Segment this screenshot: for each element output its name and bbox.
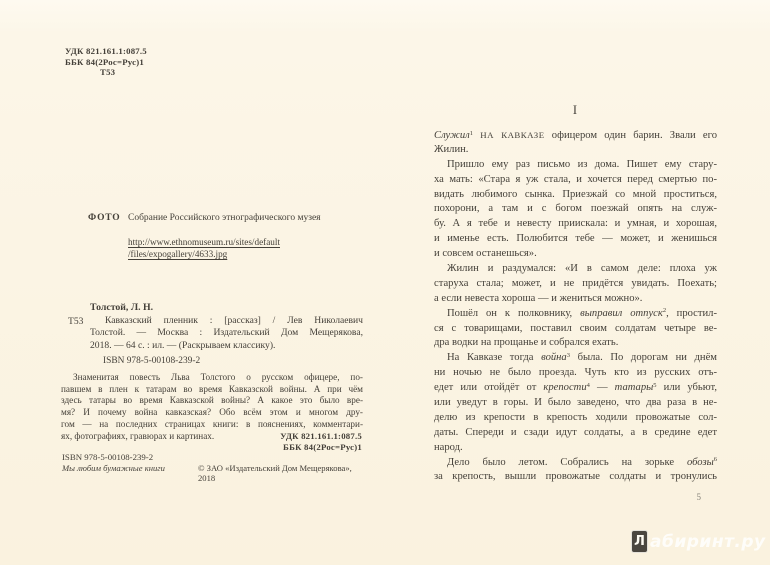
story-line: народ. [434, 441, 463, 453]
bibliography-description [90, 315, 363, 352]
story-line: Пришло ему раз письмо из дома. Пишет ему стару- [447, 158, 717, 170]
story-line: и именье есть. Полюбится тебе — может, и женишься [434, 233, 717, 245]
annotation-line: мя? И почему война кавказская? Обо всём этом и многом дру- [61, 407, 363, 418]
story-line: Пошёл он к полковнику, выправил отпуск$^2$, простил- [447, 307, 717, 319]
story-text [434, 128, 717, 485]
bibliography-index: Т53 [68, 316, 84, 327]
story-line: Жилин. [434, 143, 469, 155]
left-page [60, 0, 363, 565]
story-line: видать любимого сынка. Приезжай со мной проститься, [434, 188, 717, 200]
story-line: дра водки на прощанье и собрался ехать. [434, 337, 619, 349]
story-line: бу. А я тебе и невесту приискала: и умная, и хорошая, [434, 218, 717, 230]
story-line: или уведут в горы. И было заведено, что два раза в не- [434, 397, 717, 409]
story-line: за крепость, вышли провожатые солдаты и тронулись [434, 471, 717, 483]
story-line: и совсем останешься». [434, 248, 537, 260]
story-line: делю из крепости в крепость ходили провожатые сол- [434, 411, 717, 423]
photo-credit-text: Собрание Российского этнографического музея [128, 213, 321, 223]
story-line: старуха стала; может, и не придётся увидать. Поехать; [434, 277, 717, 289]
labirint-logo-icon: Л [631, 530, 648, 553]
copyright-notice: © ЗАО «Издательский Дом Мещерякова», 2018 [198, 463, 352, 483]
bibliography-line: 2018. — 64 с. : ил. — (Раскрываем классику). [90, 339, 276, 351]
labirint-watermark-text: абиринт.ру [650, 531, 766, 552]
udk-bbk-codes-top [65, 46, 147, 78]
annotation-line: ях, фотографиях, гравюрах и картинах. [61, 430, 215, 441]
link-line: http://www.ethnomuseum.ru/sites/default [128, 237, 280, 247]
story-line: ся с товарищами, поставил своим солдатам четыре ве- [434, 322, 717, 334]
story-line: ни ночью не было проезда. Чуть кто из русских отъ- [434, 367, 717, 379]
photo-source-link[interactable] [128, 236, 280, 260]
story-line: ха мать: «Стара я уж стала, и хочется перед смертью по- [434, 173, 717, 185]
page-number: 5 [696, 492, 701, 502]
code-line: Т53 [100, 67, 116, 77]
labirint-watermark [631, 530, 766, 553]
code-line: ББК 84(2Рос=Рус)1 [65, 56, 144, 67]
link-line: /files/expogallery/4633.jpg [128, 249, 228, 259]
right-page [434, 0, 717, 565]
bibliography-author: Толстой, Л. Н. [90, 302, 154, 313]
annotation-line: гом — на последних страницах книги: в пояснениях, комментари- [61, 418, 363, 429]
story-line: На Кавказе тогда война$^3$ была. По дорогам ни днём [447, 351, 718, 364]
publisher-motto: Мы любим бумажные книги [62, 463, 165, 473]
story-line: даты. Спереди и сзади идут солдаты, а в средине едет [434, 426, 717, 438]
bibliography-line: Кавказский пленник : [рассказ] / Лев Николаевич [105, 315, 363, 326]
story-line: а если невеста хороша — и жениться можно». [434, 292, 643, 304]
story-line: Дело было летом. Собрались на зорьке обозы$^6$ [447, 456, 717, 468]
story-line: Служил$^1$ НА КАВКАЗЕ офицером один барин. Звали его [434, 129, 718, 141]
bibliography-line: Толстой. — Москва : Издательский Дом Мещерякова, [90, 327, 363, 339]
bibliography-isbn: ISBN 978-5-00108-239-2 [103, 356, 201, 366]
photo-credit-label: ФОТО [88, 213, 121, 223]
code-line: УДК 821.161.1:087.5 [280, 431, 362, 441]
annotation-line: павшем в плен к татарам во время Кавказской войны. А при чём [61, 383, 363, 394]
story-line: Жилин и раздумался: «И в самом деле: плоха уж [447, 263, 717, 275]
code-line: ББК 84(2Рос=Рус)1 [283, 441, 362, 452]
story-line: едет или отойдёт от крепости$^4$ — татары$^5$ или убьют, [434, 381, 718, 394]
annotation-line: Знаменитая повесть Льва Толстого о русском офицере, по- [73, 372, 363, 382]
story-line: похорони, а там и с богом поезжай опять на служ- [434, 203, 717, 215]
code-line: УДК 821.161.1:087.5 [65, 46, 147, 56]
footer-isbn: ISBN 978-5-00108-239-2 [62, 452, 154, 462]
chapter-number: I [572, 103, 579, 117]
annotation-line: здесь татары во время Кавказской войны? А какое это было вре- [61, 395, 363, 406]
udk-bbk-codes-bottom [280, 431, 362, 453]
